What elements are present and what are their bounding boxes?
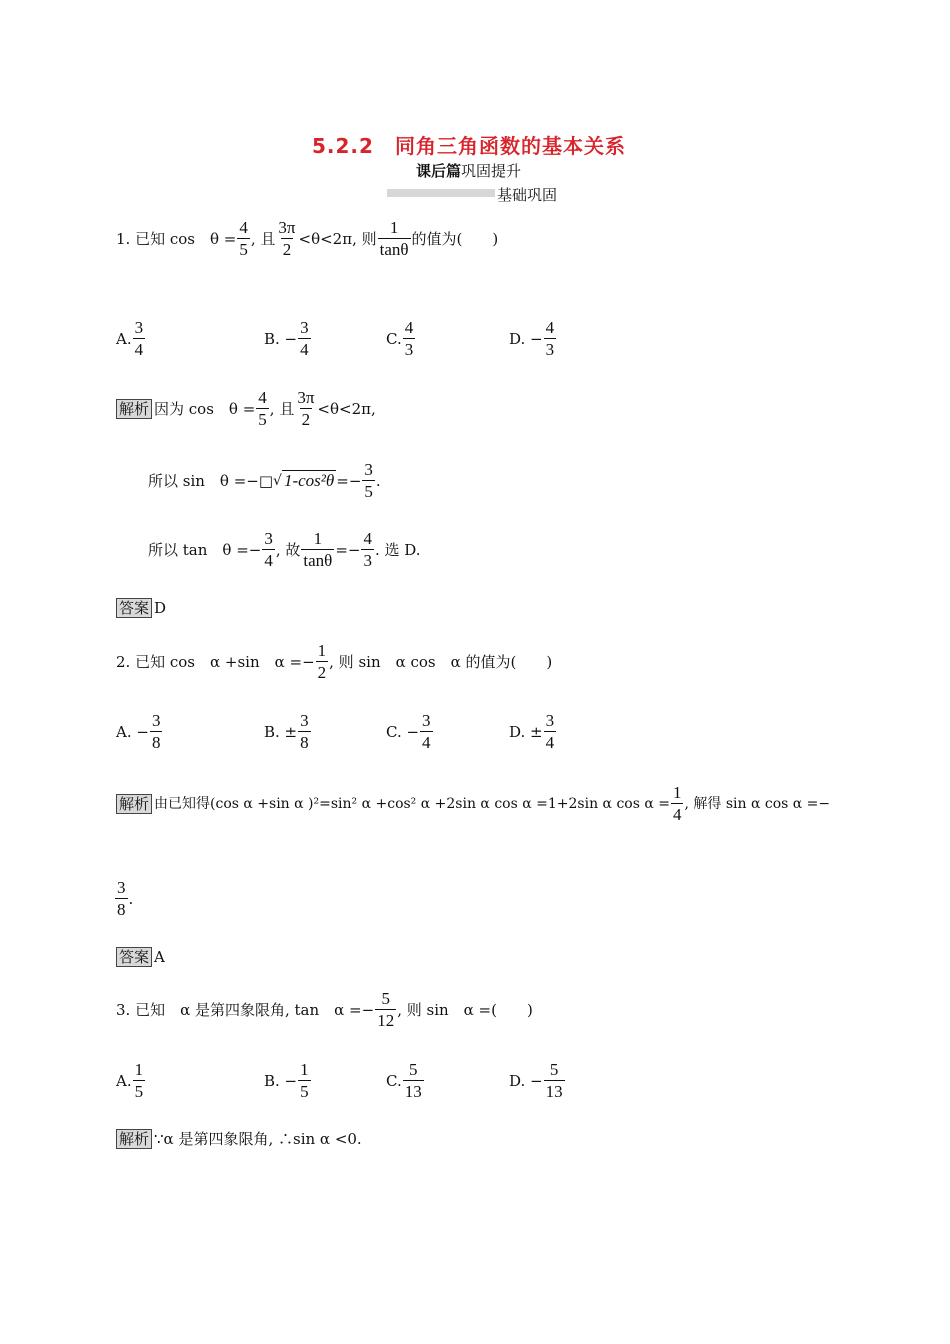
- q1-option-d[interactable]: D. − $\frac{4}{3}$: [509, 318, 555, 359]
- sqrt-icon: √: [273, 472, 282, 489]
- q3-solution-line-1: 解析 ∵α 是第四象限角, ∴sin α <0.: [116, 1129, 362, 1149]
- q1-option-c[interactable]: C. $\frac{4}{3}$: [386, 318, 414, 359]
- q1-solution-line-2: 所以 sin θ =−□ √ 1-cos²θ =− $\frac{3}{5}$ .: [148, 460, 381, 501]
- q3-stem: 3. 已知 α 是第四象限角, tan α =− $\frac{5}{12}$ , 则 sin α =( ): [116, 989, 533, 1030]
- page-title: 5.2.2 同角三角函数的基本关系: [312, 134, 626, 158]
- q1-radicand: 1-cos²θ: [283, 471, 335, 490]
- section-bar: [387, 189, 495, 197]
- q1-jiexi-badge: 解析: [116, 399, 152, 419]
- q1-frac-3: $\frac{1}{\tan\theta}$: [379, 218, 409, 259]
- q2-option-c[interactable]: C. − $\frac{3}{4}$: [386, 711, 431, 752]
- section-label: 基础巩固: [497, 186, 558, 204]
- subtitle-bold: 课后篇: [416, 162, 462, 180]
- q2-answer: [116, 947, 165, 967]
- q1-option-a[interactable]: A. $\frac{3}{4}$: [116, 318, 144, 359]
- q3-option-d[interactable]: D. − $\frac{5}{13}$: [509, 1060, 563, 1101]
- q1-solution-line-1: 解析 因为 cos θ = $\frac{4}{5}$ , 且 $\frac{3\pi}{2}$ <θ<2π,: [116, 388, 376, 429]
- q1-frac-2: $\frac{3\pi}{2}$: [278, 218, 296, 259]
- q1-pre: 1. 已知 cos θ =: [116, 229, 237, 248]
- q3-option-b[interactable]: B. − $\frac{1}{5}$: [264, 1060, 309, 1101]
- q1-answer-value: D: [154, 599, 167, 617]
- q1-mid: , 且: [250, 229, 276, 248]
- q2-answer-badge: 答案: [116, 947, 152, 967]
- q3-jiexi-badge: 解析: [116, 1129, 152, 1149]
- q2-option-b[interactable]: B. ± $\frac{3}{8}$: [264, 711, 309, 752]
- q2-solution-line-2: $\frac{3}{8}$ .: [117, 878, 134, 919]
- q1-answer: [116, 598, 166, 618]
- q2-jiexi-badge: 解析: [116, 794, 152, 814]
- q3-option-c[interactable]: C. $\frac{5}{13}$: [386, 1060, 422, 1101]
- subtitle: [416, 160, 521, 181]
- q1-option-b[interactable]: B. − $\frac{3}{4}$: [264, 318, 309, 359]
- q3-option-a[interactable]: A. $\frac{1}{5}$: [116, 1060, 144, 1101]
- q1-answer-badge: 答案: [116, 598, 152, 618]
- subtitle-rest: 巩固提升: [461, 162, 522, 180]
- q2-answer-value: A: [154, 948, 165, 966]
- q1-cond: <θ<2π, 则: [298, 229, 377, 248]
- q1-frac-1: $\frac{4}{5}$: [239, 218, 248, 259]
- q1-solution-line-3: 所以 tan θ =− $\frac{3}{4}$ , 故 $\frac{1}{\tan\theta}$ =− $\frac{4}{3}$ . 选 D.: [148, 529, 421, 570]
- q2-option-d[interactable]: D. ± $\frac{3}{4}$: [509, 711, 555, 752]
- q1-stem: [116, 218, 498, 259]
- q2-option-a[interactable]: A. − $\frac{3}{8}$: [116, 711, 161, 752]
- q2-stem: 2. 已知 cos α +sin α =− $\frac{1}{2}$ , 则 sin α cos α 的值为( ): [116, 641, 553, 682]
- q1-post: 的值为( ): [411, 229, 499, 248]
- q2-solution-line-1: 解析 由已知得(cos α +sin α )²=sin² α +cos² α +2sin α cos α =1+2sin α cos α = $\frac{1}{4}$ , 解得 sin α cos α =−: [116, 783, 830, 824]
